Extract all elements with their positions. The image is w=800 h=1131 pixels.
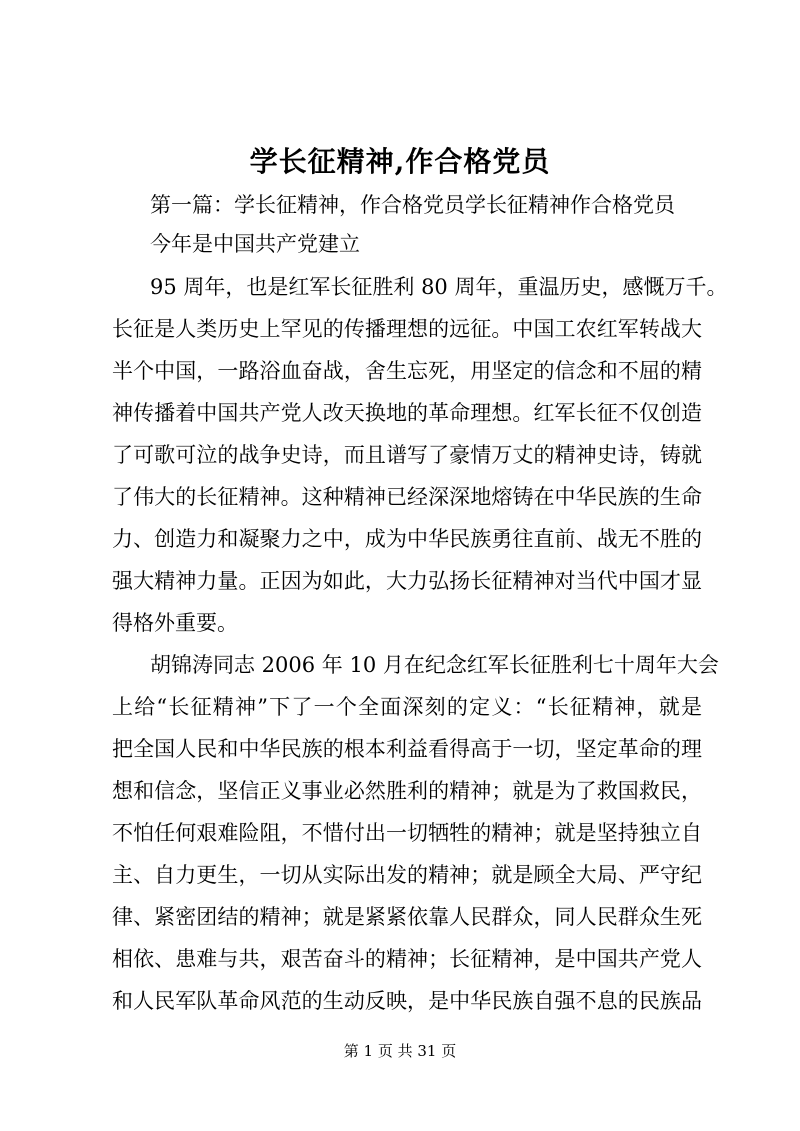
paragraph-line: 强大精神力量。正因为如此，大力弘扬长征精神对当代中国才显 bbox=[112, 569, 702, 593]
paragraph-line: 半个中国，一路浴血奋战，舍生忘死，用坚定的信念和不屈的精 bbox=[112, 359, 702, 383]
paragraph-line: 神传播着中国共产党人改天换地的革命理想。红军长征不仅创造 bbox=[112, 401, 702, 425]
paragraph-line: 95 周年，也是红军长征胜利 80 周年，重温历史，感慨万千。 bbox=[150, 275, 728, 299]
paragraph-line: 主、自力更生，一切从实际出发的精神；就是顾全大局、严守纪 bbox=[112, 863, 702, 887]
paragraph-line: 得格外重要。 bbox=[112, 611, 238, 635]
document-title: 学长征精神,作合格党员 bbox=[249, 145, 551, 178]
paragraph-line: 律、紧密团结的精神；就是紧紧依靠人民群众，同人民群众生死 bbox=[112, 905, 702, 929]
paragraph-line: 力、创造力和凝聚力之中，成为中华民族勇往直前、战无不胜的 bbox=[112, 527, 702, 551]
paragraph-line: 今年是中国共产党建立 bbox=[150, 232, 360, 256]
paragraph-line: 了可歌可泣的战争史诗，而且谱写了豪情万丈的精神史诗，铸就 bbox=[112, 443, 702, 467]
page-footer: 第 1 页 共 31 页 bbox=[343, 1042, 457, 1060]
paragraph-line: 胡锦涛同志 2006 年 10 月在纪念红军长征胜利七十周年大会 bbox=[150, 653, 719, 677]
paragraph-line: 和人民军队革命风范的生动反映，是中华民族自强不息的民族品 bbox=[112, 989, 702, 1013]
paragraph-line: 把全国人民和中华民族的根本利益看得高于一切，坚定革命的理 bbox=[112, 737, 702, 761]
paragraph-line: 相依、患难与共，艰苦奋斗的精神；长征精神，是中国共产党人 bbox=[112, 947, 702, 971]
paragraph-line: 上给“长征精神”下了一个全面深刻的定义：“长征精神，就是 bbox=[112, 695, 702, 719]
paragraph-line: 不怕任何艰难险阻，不惜付出一切牺牲的精神；就是坚持独立自 bbox=[112, 821, 702, 845]
paragraph-line: 第一篇：学长征精神，作合格党员学长征精神作合格党员 bbox=[150, 193, 675, 217]
paragraph-line: 了伟大的长征精神。这种精神已经深深地熔铸在中华民族的生命 bbox=[112, 485, 702, 509]
paragraph-line: 想和信念，坚信正义事业必然胜利的精神；就是为了救国救民， bbox=[112, 779, 702, 803]
paragraph-line: 长征是人类历史上罕见的传播理想的远征。中国工农红军转战大 bbox=[112, 317, 702, 341]
